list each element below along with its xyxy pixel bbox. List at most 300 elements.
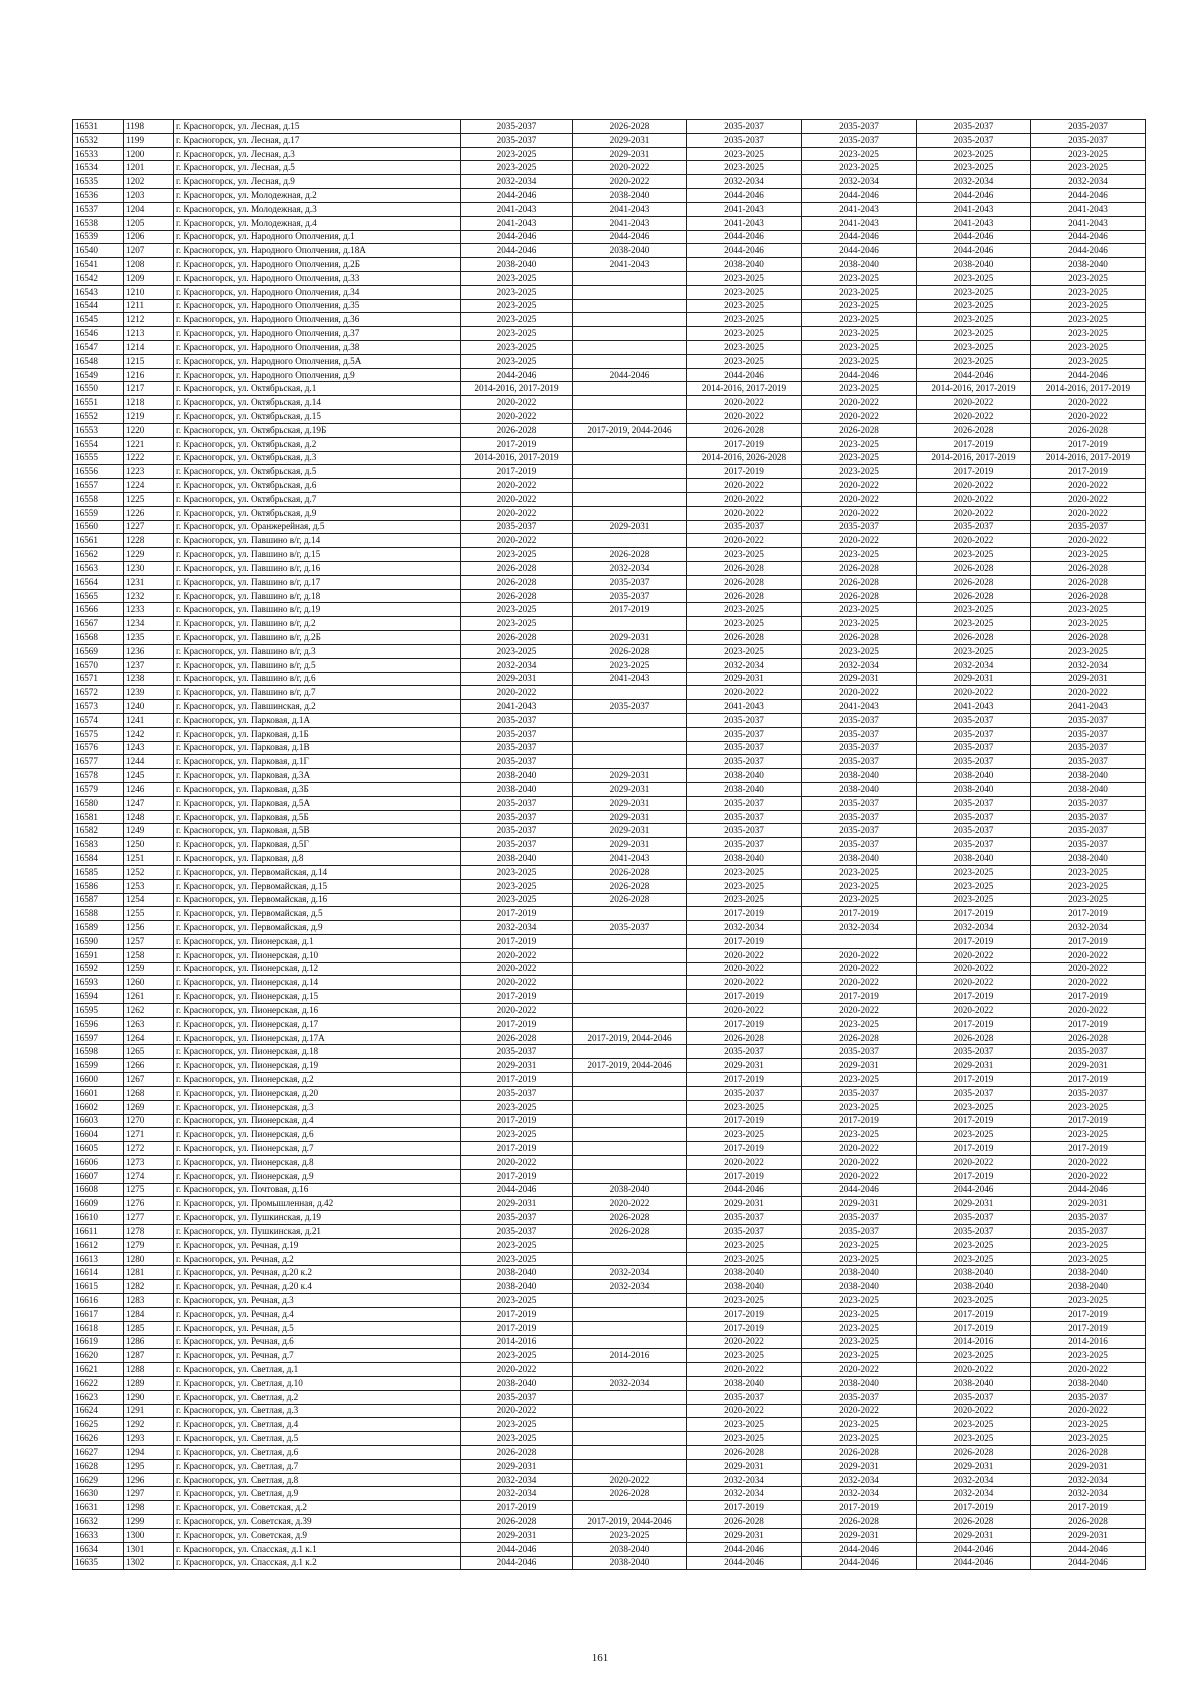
table-row [73,824,1146,838]
period-cell-3: 2035-2037 [687,741,802,755]
record-no-cell: 1214 [124,341,174,355]
period-cell-4: 2023-2025 [802,603,917,617]
row-id-cell: 16590 [73,934,124,948]
period-cell-6: 2035-2037 [1031,1211,1146,1225]
period-cell-4: 2038-2040 [802,1266,917,1280]
period-cell-5: 2023-2025 [917,354,1031,368]
period-cell-4: 2023-2025 [802,1432,917,1446]
period-cell-6: 2014-2016, 2017-2019 [1031,382,1146,396]
period-cell-6: 2017-2019 [1031,934,1146,948]
period-cell-4: 2020-2022 [802,686,917,700]
period-cell-3: 2032-2034 [687,1487,802,1501]
table-row [73,520,1146,534]
record-no-cell: 1218 [124,396,174,410]
period-cell-1: 2023-2025 [461,644,573,658]
period-cell-3: 2044-2046 [687,1556,802,1570]
period-cell-5: 2023-2025 [917,1294,1031,1308]
period-cell-3: 2020-2022 [687,1155,802,1169]
period-cell-6: 2020-2022 [1031,396,1146,410]
period-cell-2: 2020-2022 [573,1473,687,1487]
period-cell-3: 2023-2025 [687,548,802,562]
table-row [73,244,1146,258]
row-id-cell: 16554 [73,437,124,451]
period-cell-6: 2029-2031 [1031,1197,1146,1211]
period-cell-3: 2029-2031 [687,1528,802,1542]
table-row [73,1307,1146,1321]
period-cell-6: 2026-2028 [1031,1031,1146,1045]
table-row [73,1238,1146,1252]
period-cell-1: 2026-2028 [461,631,573,645]
period-cell-3: 2026-2028 [687,575,802,589]
period-cell-5: 2017-2019 [917,1321,1031,1335]
period-cell-4: 2035-2037 [802,1211,917,1225]
record-no-cell: 1263 [124,1017,174,1031]
period-cell-5: 2026-2028 [917,1515,1031,1529]
record-no-cell: 1282 [124,1280,174,1294]
period-cell-1: 2023-2025 [461,865,573,879]
table-row [73,1183,1146,1197]
row-id-cell: 16605 [73,1142,124,1156]
period-cell-3: 2035-2037 [687,1045,802,1059]
record-no-cell: 1224 [124,479,174,493]
record-no-cell: 1240 [124,700,174,714]
address-cell: г. Красногорск, ул. Первомайская, д.16 [174,893,461,907]
record-no-cell: 1239 [124,686,174,700]
period-cell-1: 2032-2034 [461,1473,573,1487]
period-cell-4: 2032-2034 [802,921,917,935]
period-cell-2: 2023-2025 [573,1528,687,1542]
period-cell-1: 2041-2043 [461,216,573,230]
record-no-cell: 1220 [124,423,174,437]
period-cell-5: 2014-2016, 2017-2019 [917,451,1031,465]
period-cell-3: 2026-2028 [687,562,802,576]
record-no-cell: 1227 [124,520,174,534]
table-row [73,631,1146,645]
row-id-cell: 16607 [73,1169,124,1183]
period-cell-4: 2032-2034 [802,658,917,672]
address-cell: г. Красногорск, ул. Светлая, д.5 [174,1432,461,1446]
period-cell-2: 2026-2028 [573,120,687,134]
period-cell-6: 2020-2022 [1031,686,1146,700]
period-cell-2: 2038-2040 [573,1556,687,1570]
period-cell-5: 2029-2031 [917,1528,1031,1542]
row-id-cell: 16563 [73,562,124,576]
period-cell-6: 2023-2025 [1031,1294,1146,1308]
period-cell-3: 2035-2037 [687,824,802,838]
table-row [73,258,1146,272]
period-cell-4: 2026-2028 [802,1031,917,1045]
address-cell: г. Красногорск, ул. Парковая, д.1А [174,713,461,727]
period-cell-2: 2032-2034 [573,1266,687,1280]
record-no-cell: 1296 [124,1473,174,1487]
period-cell-6: 2023-2025 [1031,879,1146,893]
row-id-cell: 16627 [73,1446,124,1460]
period-cell-3: 2017-2019 [687,934,802,948]
period-cell-4: 2023-2025 [802,437,917,451]
period-cell-3: 2044-2046 [687,1542,802,1556]
period-cell-6: 2017-2019 [1031,1142,1146,1156]
period-cell-2 [573,1294,687,1308]
period-cell-3: 2032-2034 [687,921,802,935]
period-cell-2: 2017-2019, 2044-2046 [573,1515,687,1529]
address-cell: г. Красногорск, ул. Павшино в/г, д.5 [174,658,461,672]
row-id-cell: 16615 [73,1280,124,1294]
period-cell-6: 2017-2019 [1031,907,1146,921]
row-id-cell: 16550 [73,382,124,396]
row-id-cell: 16566 [73,603,124,617]
address-cell: г. Красногорск, ул. Лесная, д.5 [174,161,461,175]
period-cell-1: 2023-2025 [461,271,573,285]
period-cell-1: 2020-2022 [461,686,573,700]
period-cell-5: 2020-2022 [917,948,1031,962]
address-cell: г. Красногорск, ул. Светлая, д.3 [174,1404,461,1418]
period-cell-6: 2023-2025 [1031,1418,1146,1432]
period-cell-6: 2044-2046 [1031,230,1146,244]
period-cell-2: 2026-2028 [573,1211,687,1225]
row-id-cell: 16582 [73,824,124,838]
table-row [73,1459,1146,1473]
table-row [73,216,1146,230]
period-cell-6: 2020-2022 [1031,492,1146,506]
period-cell-3: 2038-2040 [687,852,802,866]
address-cell: г. Красногорск, ул. Речная, д.7 [174,1349,461,1363]
table-row [73,589,1146,603]
period-cell-2: 2026-2028 [573,548,687,562]
period-cell-4: 2035-2037 [802,520,917,534]
table-row [73,299,1146,313]
address-cell: г. Красногорск, ул. Светлая, д.2 [174,1390,461,1404]
period-cell-5: 2020-2022 [917,492,1031,506]
period-cell-1: 2038-2040 [461,1266,573,1280]
period-cell-6: 2020-2022 [1031,479,1146,493]
period-cell-3: 2038-2040 [687,1266,802,1280]
period-cell-4: 2023-2025 [802,1294,917,1308]
row-id-cell: 16570 [73,658,124,672]
period-cell-5: 2041-2043 [917,202,1031,216]
period-cell-6: 2026-2028 [1031,1446,1146,1460]
record-no-cell: 1260 [124,976,174,990]
period-cell-6: 2020-2022 [1031,948,1146,962]
period-cell-4: 2029-2031 [802,1059,917,1073]
period-cell-2: 2041-2043 [573,216,687,230]
period-cell-1: 2044-2046 [461,368,573,382]
row-id-cell: 16577 [73,755,124,769]
table-row [73,1473,1146,1487]
record-no-cell: 1270 [124,1114,174,1128]
period-cell-3: 2032-2034 [687,1473,802,1487]
period-cell-4: 2035-2037 [802,810,917,824]
period-cell-5: 2044-2046 [917,1556,1031,1570]
row-id-cell: 16621 [73,1363,124,1377]
period-cell-5: 2032-2034 [917,175,1031,189]
period-cell-5: 2035-2037 [917,133,1031,147]
period-cell-5: 2038-2040 [917,769,1031,783]
row-id-cell: 16600 [73,1073,124,1087]
period-cell-2 [573,492,687,506]
table-row [73,1197,1146,1211]
period-cell-5: 2026-2028 [917,589,1031,603]
record-no-cell: 1288 [124,1363,174,1377]
period-cell-3: 2020-2022 [687,1404,802,1418]
address-cell: г. Красногорск, ул. Парковая, д.8 [174,852,461,866]
period-cell-1: 2023-2025 [461,617,573,631]
period-cell-5: 2017-2019 [917,465,1031,479]
period-cell-4: 2038-2040 [802,769,917,783]
period-cell-3: 2023-2025 [687,285,802,299]
row-id-cell: 16606 [73,1155,124,1169]
period-cell-5: 2017-2019 [917,1169,1031,1183]
period-cell-3: 2020-2022 [687,976,802,990]
period-cell-5: 2035-2037 [917,1211,1031,1225]
period-cell-1: 2035-2037 [461,713,573,727]
period-cell-3: 2038-2040 [687,769,802,783]
period-cell-2 [573,506,687,520]
period-cell-6: 2020-2022 [1031,976,1146,990]
period-cell-3: 2035-2037 [687,1211,802,1225]
period-cell-3: 2038-2040 [687,1376,802,1390]
period-cell-1: 2023-2025 [461,147,573,161]
row-id-cell: 16559 [73,506,124,520]
address-cell: г. Красногорск, ул. Парковая, д.1Б [174,727,461,741]
period-cell-5: 2020-2022 [917,1155,1031,1169]
address-cell: г. Красногорск, ул. Павшино в/г, д.7 [174,686,461,700]
table-row [73,962,1146,976]
row-id-cell: 16562 [73,548,124,562]
period-cell-1: 2029-2031 [461,672,573,686]
period-cell-6: 2044-2046 [1031,1542,1146,1556]
period-cell-1: 2044-2046 [461,244,573,258]
address-cell: г. Красногорск, ул. Речная, д.4 [174,1307,461,1321]
period-cell-2 [573,285,687,299]
period-cell-4: 2023-2025 [802,1238,917,1252]
row-id-cell: 16535 [73,175,124,189]
period-cell-2: 2035-2037 [573,575,687,589]
row-id-cell: 16588 [73,907,124,921]
row-id-cell: 16581 [73,810,124,824]
period-cell-4: 2017-2019 [802,990,917,1004]
row-id-cell: 16531 [73,120,124,134]
period-cell-4: 2020-2022 [802,534,917,548]
record-no-cell: 1241 [124,713,174,727]
period-cell-3: 2017-2019 [687,990,802,1004]
table-row [73,147,1146,161]
period-cell-6: 2017-2019 [1031,437,1146,451]
record-no-cell: 1269 [124,1100,174,1114]
period-cell-6: 2023-2025 [1031,271,1146,285]
record-no-cell: 1258 [124,948,174,962]
period-cell-6: 2023-2025 [1031,1252,1146,1266]
table-row [73,313,1146,327]
row-id-cell: 16613 [73,1252,124,1266]
row-id-cell: 16544 [73,299,124,313]
table-row [73,644,1146,658]
row-id-cell: 16589 [73,921,124,935]
period-cell-2 [573,948,687,962]
period-cell-5: 2023-2025 [917,603,1031,617]
period-cell-3: 2029-2031 [687,1197,802,1211]
table-row [73,879,1146,893]
period-cell-1: 2026-2028 [461,562,573,576]
period-cell-3: 2023-2025 [687,1349,802,1363]
period-cell-6: 2017-2019 [1031,465,1146,479]
period-cell-5: 2023-2025 [917,1349,1031,1363]
period-cell-5: 2023-2025 [917,1238,1031,1252]
period-cell-6: 2041-2043 [1031,700,1146,714]
row-id-cell: 16592 [73,962,124,976]
period-cell-3: 2032-2034 [687,175,802,189]
period-cell-4: 2029-2031 [802,1459,917,1473]
table-row [73,921,1146,935]
table-row [73,948,1146,962]
period-cell-3: 2017-2019 [687,1142,802,1156]
period-cell-4: 2044-2046 [802,244,917,258]
period-cell-6: 2035-2037 [1031,1045,1146,1059]
row-id-cell: 16587 [73,893,124,907]
address-cell: г. Красногорск, ул. Павшино в/г, д.15 [174,548,461,562]
address-cell: г. Красногорск, ул. Светлая, д.9 [174,1487,461,1501]
address-cell: г. Красногорск, ул. Павшинская, д.2 [174,700,461,714]
period-cell-3: 2041-2043 [687,202,802,216]
period-cell-4: 2035-2037 [802,1086,917,1100]
address-cell: г. Красногорск, ул. Парковая, д.5В [174,824,461,838]
period-cell-3: 2035-2037 [687,1086,802,1100]
period-cell-5: 2032-2034 [917,1473,1031,1487]
period-cell-6: 2032-2034 [1031,1473,1146,1487]
period-cell-1: 2023-2025 [461,299,573,313]
period-cell-2: 2038-2040 [573,244,687,258]
period-cell-6: 2020-2022 [1031,1169,1146,1183]
address-cell: г. Красногорск, ул. Октябрьская, д.2 [174,437,461,451]
row-id-cell: 16630 [73,1487,124,1501]
period-cell-2: 2035-2037 [573,589,687,603]
period-cell-1: 2017-2019 [461,437,573,451]
address-cell: г. Красногорск, ул. Октябрьская, д.6 [174,479,461,493]
record-no-cell: 1203 [124,189,174,203]
period-cell-3: 2014-2016, 2026-2028 [687,451,802,465]
period-cell-2 [573,1086,687,1100]
period-cell-4: 2035-2037 [802,824,917,838]
period-cell-1: 2017-2019 [461,1307,573,1321]
record-no-cell: 1300 [124,1528,174,1542]
period-cell-1: 2023-2025 [461,1349,573,1363]
period-cell-3: 2041-2043 [687,700,802,714]
period-cell-4: 2026-2028 [802,423,917,437]
row-id-cell: 16635 [73,1556,124,1570]
period-cell-3: 2020-2022 [687,492,802,506]
period-cell-4: 2023-2025 [802,1252,917,1266]
period-cell-5: 2017-2019 [917,990,1031,1004]
table-row [73,1363,1146,1377]
table-row [73,1114,1146,1128]
row-id-cell: 16534 [73,161,124,175]
record-no-cell: 1284 [124,1307,174,1321]
period-cell-2: 2029-2031 [573,133,687,147]
table-row [73,783,1146,797]
period-cell-2 [573,1004,687,1018]
address-cell: г. Красногорск, ул. Спасская, д.1 к.2 [174,1556,461,1570]
table-row [73,672,1146,686]
table-row [73,658,1146,672]
table-row [73,562,1146,576]
period-cell-6: 2038-2040 [1031,1280,1146,1294]
row-id-cell: 16632 [73,1515,124,1529]
period-cell-4: 2044-2046 [802,1556,917,1570]
period-cell-1: 2020-2022 [461,534,573,548]
period-cell-2: 2029-2031 [573,147,687,161]
period-cell-5: 2026-2028 [917,1031,1031,1045]
period-cell-3: 2044-2046 [687,368,802,382]
record-no-cell: 1286 [124,1335,174,1349]
address-cell: г. Красногорск, ул. Пионерская, д.17А [174,1031,461,1045]
period-cell-5: 2029-2031 [917,672,1031,686]
period-cell-3: 2017-2019 [687,1501,802,1515]
period-cell-5: 2044-2046 [917,230,1031,244]
period-cell-5: 2032-2034 [917,658,1031,672]
period-cell-5: 2026-2028 [917,562,1031,576]
period-cell-4: 2023-2025 [802,299,917,313]
period-cell-3: 2023-2025 [687,1252,802,1266]
period-cell-1: 2044-2046 [461,230,573,244]
row-id-cell: 16575 [73,727,124,741]
table-row [73,796,1146,810]
period-cell-2 [573,271,687,285]
period-cell-6: 2020-2022 [1031,1004,1146,1018]
period-cell-5: 2023-2025 [917,1418,1031,1432]
table-row [73,1059,1146,1073]
period-cell-2 [573,1114,687,1128]
period-cell-3: 2023-2025 [687,879,802,893]
period-cell-3: 2017-2019 [687,1307,802,1321]
period-cell-6: 2023-2025 [1031,1128,1146,1142]
row-id-cell: 16576 [73,741,124,755]
period-cell-1: 2020-2022 [461,1155,573,1169]
period-cell-5: 2020-2022 [917,479,1031,493]
period-cell-5: 2014-2016 [917,1335,1031,1349]
period-cell-3: 2035-2037 [687,713,802,727]
period-cell-6: 2035-2037 [1031,727,1146,741]
row-id-cell: 16564 [73,575,124,589]
address-cell: г. Красногорск, ул. Пионерская, д.17 [174,1017,461,1031]
record-no-cell: 1291 [124,1404,174,1418]
record-no-cell: 1231 [124,575,174,589]
period-cell-4: 2023-2025 [802,354,917,368]
period-cell-4: 2023-2025 [802,451,917,465]
period-cell-5: 2020-2022 [917,962,1031,976]
address-cell: г. Красногорск, ул. Павшино в/г, д.17 [174,575,461,589]
table-row [73,603,1146,617]
period-cell-1: 2020-2022 [461,976,573,990]
period-cell-4: 2035-2037 [802,713,917,727]
period-cell-2: 2032-2034 [573,562,687,576]
period-cell-2 [573,686,687,700]
period-cell-2 [573,341,687,355]
period-cell-3: 2026-2028 [687,589,802,603]
address-cell: г. Красногорск, ул. Первомайская, д.14 [174,865,461,879]
period-cell-5: 2023-2025 [917,865,1031,879]
period-cell-3: 2029-2031 [687,1059,802,1073]
row-id-cell: 16540 [73,244,124,258]
period-cell-3: 2026-2028 [687,1446,802,1460]
period-cell-2 [573,437,687,451]
period-cell-5: 2023-2025 [917,313,1031,327]
period-cell-5: 2035-2037 [917,1225,1031,1239]
period-cell-6: 2017-2019 [1031,1017,1146,1031]
period-cell-1: 2023-2025 [461,327,573,341]
row-id-cell: 16558 [73,492,124,506]
address-cell: г. Красногорск, ул. Речная, д.3 [174,1294,461,1308]
period-cell-1: 2035-2037 [461,1225,573,1239]
address-cell: г. Красногорск, ул. Октябрьская, д.14 [174,396,461,410]
